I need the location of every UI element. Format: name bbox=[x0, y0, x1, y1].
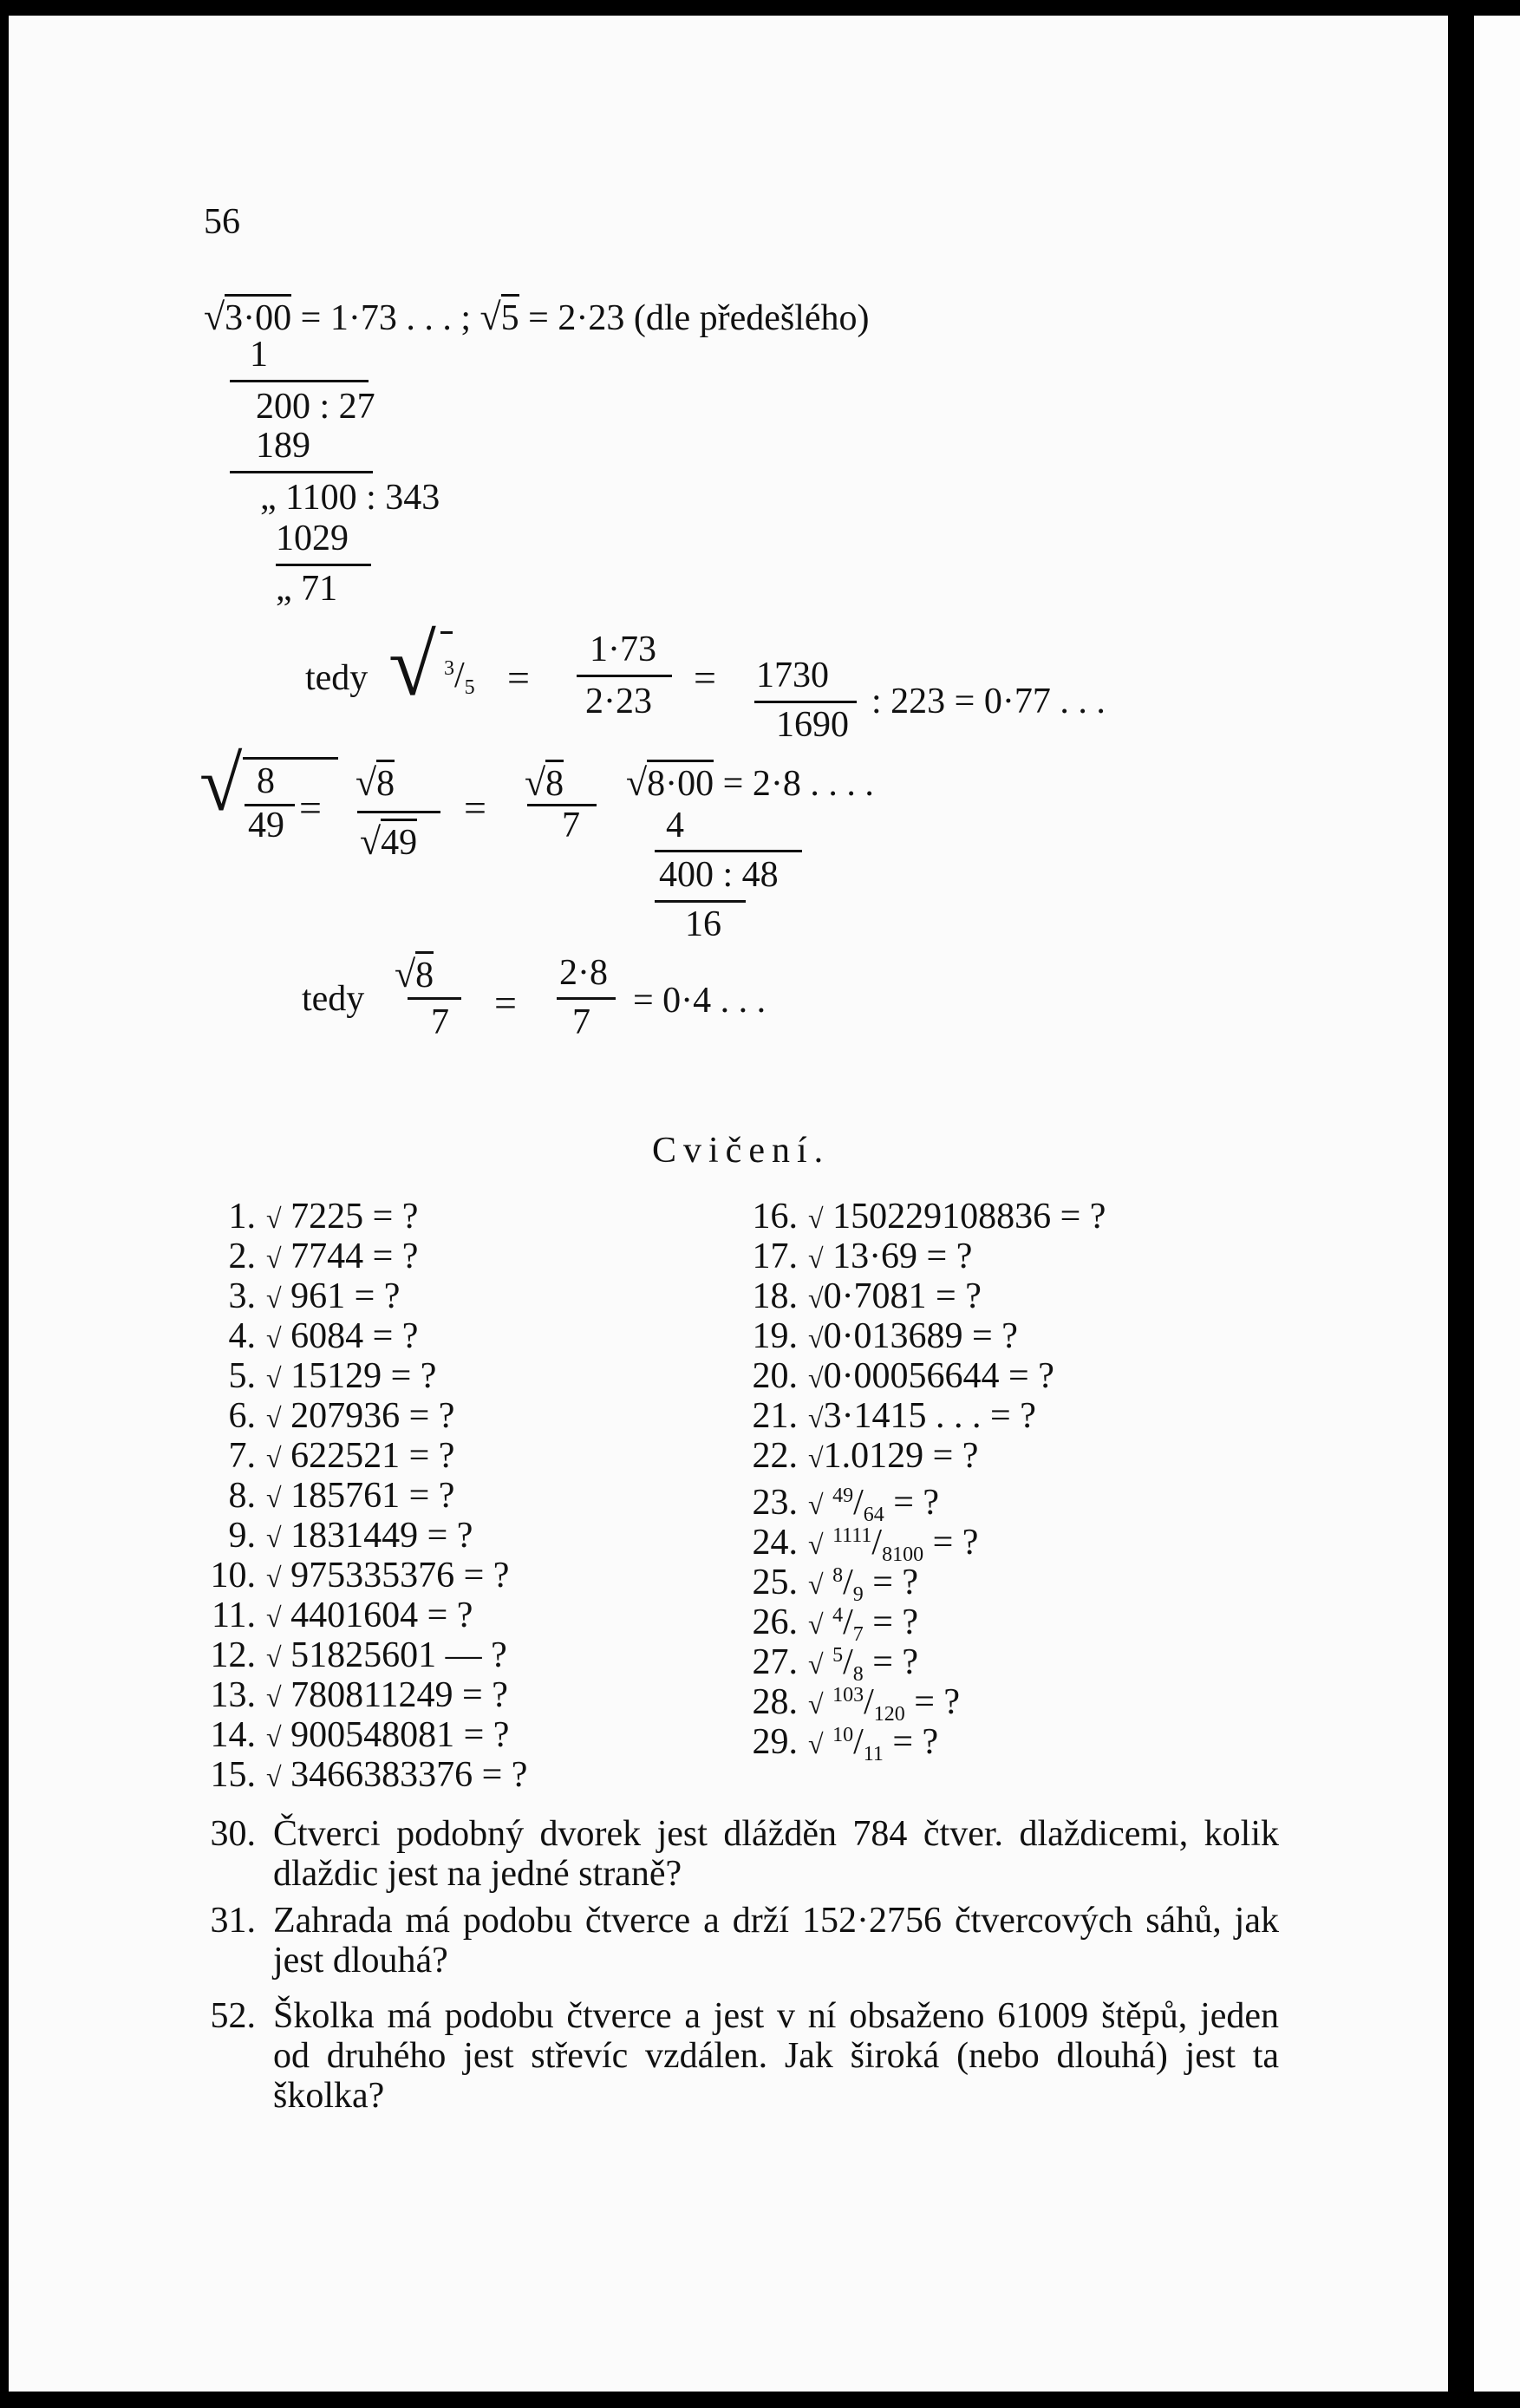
problem-31: 31. Zahrada má podobu čtverce a drží 152·2756 čtvercových sáhů, jak jest dlouhá? bbox=[210, 1901, 1279, 1981]
division-rule bbox=[276, 564, 371, 566]
radical-icon: √ bbox=[808, 1402, 824, 1433]
division-step-5: 1029 bbox=[276, 519, 349, 558]
frac-den: 49 bbox=[248, 806, 284, 845]
big-radical-icon: √ bbox=[388, 617, 436, 714]
exercise-row: 21. √3·1415 . . . = ? bbox=[752, 1396, 1036, 1436]
radical-icon: √ bbox=[266, 1362, 282, 1393]
problem-30: 30. Čtverci podobný dvorek jest dlážděn 784 čtver. dlaždicemi, kolik dlaždic jest na jedné straně? bbox=[210, 1814, 1279, 1894]
radical-icon: √ bbox=[266, 1522, 282, 1553]
exercise-row: 19. √0·013689 = ? bbox=[752, 1316, 1018, 1356]
radical-icon: √ bbox=[266, 1761, 282, 1792]
radical-icon: √ bbox=[808, 1609, 824, 1640]
frac-num: 2·8 bbox=[559, 953, 608, 993]
frac-num: 1·73 bbox=[590, 630, 656, 669]
radical-icon: √ bbox=[808, 1648, 824, 1680]
exercise-row: 8. √ 185761 = ? bbox=[228, 1476, 455, 1516]
division-step-3: 189 bbox=[256, 426, 310, 466]
section-title: Cvičení. bbox=[652, 1131, 831, 1171]
exercise-row: 5. √ 15129 = ? bbox=[228, 1356, 437, 1396]
radical-icon: √ bbox=[808, 1322, 824, 1354]
radical-icon: √ bbox=[266, 1243, 282, 1274]
equals: = bbox=[507, 656, 530, 700]
big-radical-icon: √ bbox=[199, 741, 243, 827]
radical-bar bbox=[243, 757, 338, 760]
result-1: = 1·73 . . . ; bbox=[291, 298, 480, 338]
radical-icon: √ bbox=[266, 1482, 282, 1513]
exercise-row: 9. √ 1831449 = ? bbox=[228, 1516, 473, 1556]
radical-icon: √ bbox=[266, 1721, 282, 1752]
exercise-row: 4. √ 6084 = ? bbox=[228, 1316, 419, 1356]
frac-num: √8 bbox=[395, 953, 434, 995]
radical-icon: √ bbox=[808, 1688, 824, 1720]
frac-bar bbox=[557, 997, 616, 1000]
equals: = bbox=[494, 981, 517, 1025]
problem-52: 52. Školka má podobu čtverce a jest v ní obsaženo 61009 štěpů, jeden od druhého jest střevíc vzdálen. Jak široká (nebo dlouhá) jest ta školka? bbox=[210, 1996, 1279, 2116]
exercise-row: 13. √ 780811249 = ? bbox=[210, 1675, 508, 1715]
exercises-right bbox=[746, 1197, 1106, 1765]
exercise-row: 23. √ $^{49}/_{64}$ = ? bbox=[752, 1483, 940, 1526]
tedy-word: tedy bbox=[305, 658, 369, 698]
division-step-6: „ 71 bbox=[276, 569, 338, 609]
frac-den: √49 bbox=[360, 820, 418, 863]
radical-icon: √ bbox=[266, 1442, 282, 1473]
radical-icon: √ bbox=[266, 1203, 282, 1234]
exercise-row: 6. √ 207936 = ? bbox=[228, 1396, 455, 1436]
sqrt-step-1: 4 bbox=[666, 806, 684, 845]
division-rule bbox=[230, 380, 369, 382]
exercise-row: 14. √ 900548081 = ? bbox=[210, 1715, 510, 1755]
frac-num: 8 bbox=[257, 761, 275, 801]
sqrt-rule bbox=[655, 850, 802, 852]
div-bottom: 1690 bbox=[776, 705, 849, 745]
frac-den: 7 bbox=[572, 1002, 590, 1042]
radical-icon: √ bbox=[266, 1641, 282, 1673]
radical-icon: √ bbox=[266, 1322, 282, 1354]
exercise-row: 22. √1.0129 = ? bbox=[752, 1436, 979, 1476]
division-rule bbox=[230, 471, 373, 473]
exercise-row: 16. √ 150229108836 = ? bbox=[752, 1197, 1106, 1237]
exercise-row: 24. √ $^{1111}/_{8100}$ = ? bbox=[752, 1523, 979, 1566]
exercise-row: 2. √ 7744 = ? bbox=[228, 1237, 419, 1276]
exercise-row: 28. √ $^{103}/_{120}$ = ? bbox=[752, 1682, 961, 1726]
div-tail: : 223 = 0·77 . . . bbox=[871, 682, 1106, 721]
radical-icon: √ bbox=[808, 1529, 824, 1560]
exercise-row: 27. √ $^5/_8$ = ? bbox=[752, 1642, 919, 1686]
exercise-row: 11. √ 4401604 = ? bbox=[212, 1596, 473, 1635]
frac-den: 2·23 bbox=[585, 682, 652, 721]
radical-icon: √ bbox=[808, 1489, 824, 1520]
radical-icon: √ bbox=[266, 1402, 282, 1433]
frac-den: 7 bbox=[562, 806, 580, 845]
equals: = bbox=[694, 656, 716, 700]
radical-icon: √ bbox=[808, 1203, 824, 1234]
radical-icon: √ bbox=[808, 1728, 824, 1759]
frac-num: √8 bbox=[525, 761, 564, 804]
radical-icon: √ bbox=[808, 1243, 824, 1274]
radical-icon: √ bbox=[808, 1569, 824, 1600]
exercise-row: 1. √ 7225 = ? bbox=[228, 1197, 419, 1237]
frac-bar bbox=[408, 997, 461, 1000]
worked-line-1 bbox=[204, 295, 870, 339]
exercise-row: 3. √ 961 = ? bbox=[228, 1276, 401, 1316]
radicand-2: 5 bbox=[501, 294, 519, 338]
exercise-row: 26. √ $^4/_7$ = ? bbox=[752, 1602, 919, 1646]
radical-icon: √ bbox=[266, 1562, 282, 1593]
exercise-row: 12. √ 51825601 — ? bbox=[210, 1635, 507, 1675]
page-number: 56 bbox=[204, 202, 240, 242]
exercise-row: 7. √ 622521 = ? bbox=[228, 1436, 455, 1476]
frac-den: 7 bbox=[431, 1002, 449, 1042]
sqrt-8-line: √8·00 = 2·8 . . . . bbox=[626, 761, 874, 804]
radical-icon: √ bbox=[479, 296, 501, 338]
div-rule bbox=[754, 701, 857, 703]
exercise-row: 10. √ 975335376 = ? bbox=[210, 1556, 510, 1596]
sqrt-rule bbox=[655, 900, 746, 903]
radicand-1: 3·00 bbox=[225, 294, 291, 338]
equals: = bbox=[299, 786, 322, 830]
exercise-row: 20. √0·00056644 = ? bbox=[752, 1356, 1054, 1396]
radical-fraction: $^3/_5$ bbox=[444, 656, 475, 699]
div-top: 1730 bbox=[756, 656, 829, 695]
radical-icon: √ bbox=[204, 296, 225, 338]
exercise-row: 17. √ 13·69 = ? bbox=[752, 1237, 973, 1276]
tedy-word: tedy bbox=[302, 979, 365, 1019]
division-step-2: 200 : 27 bbox=[256, 387, 375, 427]
sqrt-step-2: 400 : 48 bbox=[659, 855, 779, 895]
radical-icon: √ bbox=[808, 1282, 824, 1314]
exercise-row: 15. √ 3466383376 = ? bbox=[210, 1755, 528, 1795]
radical-icon: √ bbox=[808, 1442, 824, 1473]
adjacent-page-edge bbox=[1474, 16, 1520, 2392]
equals: = bbox=[464, 786, 486, 830]
division-step-1: 1 bbox=[250, 335, 268, 375]
radical-bar bbox=[440, 631, 453, 634]
exercises-left bbox=[204, 1197, 527, 1795]
frac-bar bbox=[577, 675, 672, 677]
division-step-4: „ 1100 : 343 bbox=[260, 478, 440, 518]
tedy-tail: = 0·4 . . . bbox=[633, 981, 767, 1021]
result-2: = 2·23 (dle předešlého) bbox=[519, 298, 870, 338]
radical-icon: √ bbox=[808, 1362, 824, 1393]
radical-icon: √ bbox=[266, 1282, 282, 1314]
exercise-row: 25. √ $^8/_9$ = ? bbox=[752, 1563, 919, 1606]
radical-icon: √ bbox=[266, 1681, 282, 1713]
sqrt-step-3: 16 bbox=[685, 904, 721, 944]
exercise-row: 29. √ $^{10}/_{11}$ = ? bbox=[752, 1722, 939, 1765]
frac-bar bbox=[357, 811, 440, 813]
radical-icon: √ bbox=[266, 1602, 282, 1633]
frac-num: √8 bbox=[356, 761, 395, 804]
exercise-row: 18. √0·7081 = ? bbox=[752, 1276, 982, 1316]
